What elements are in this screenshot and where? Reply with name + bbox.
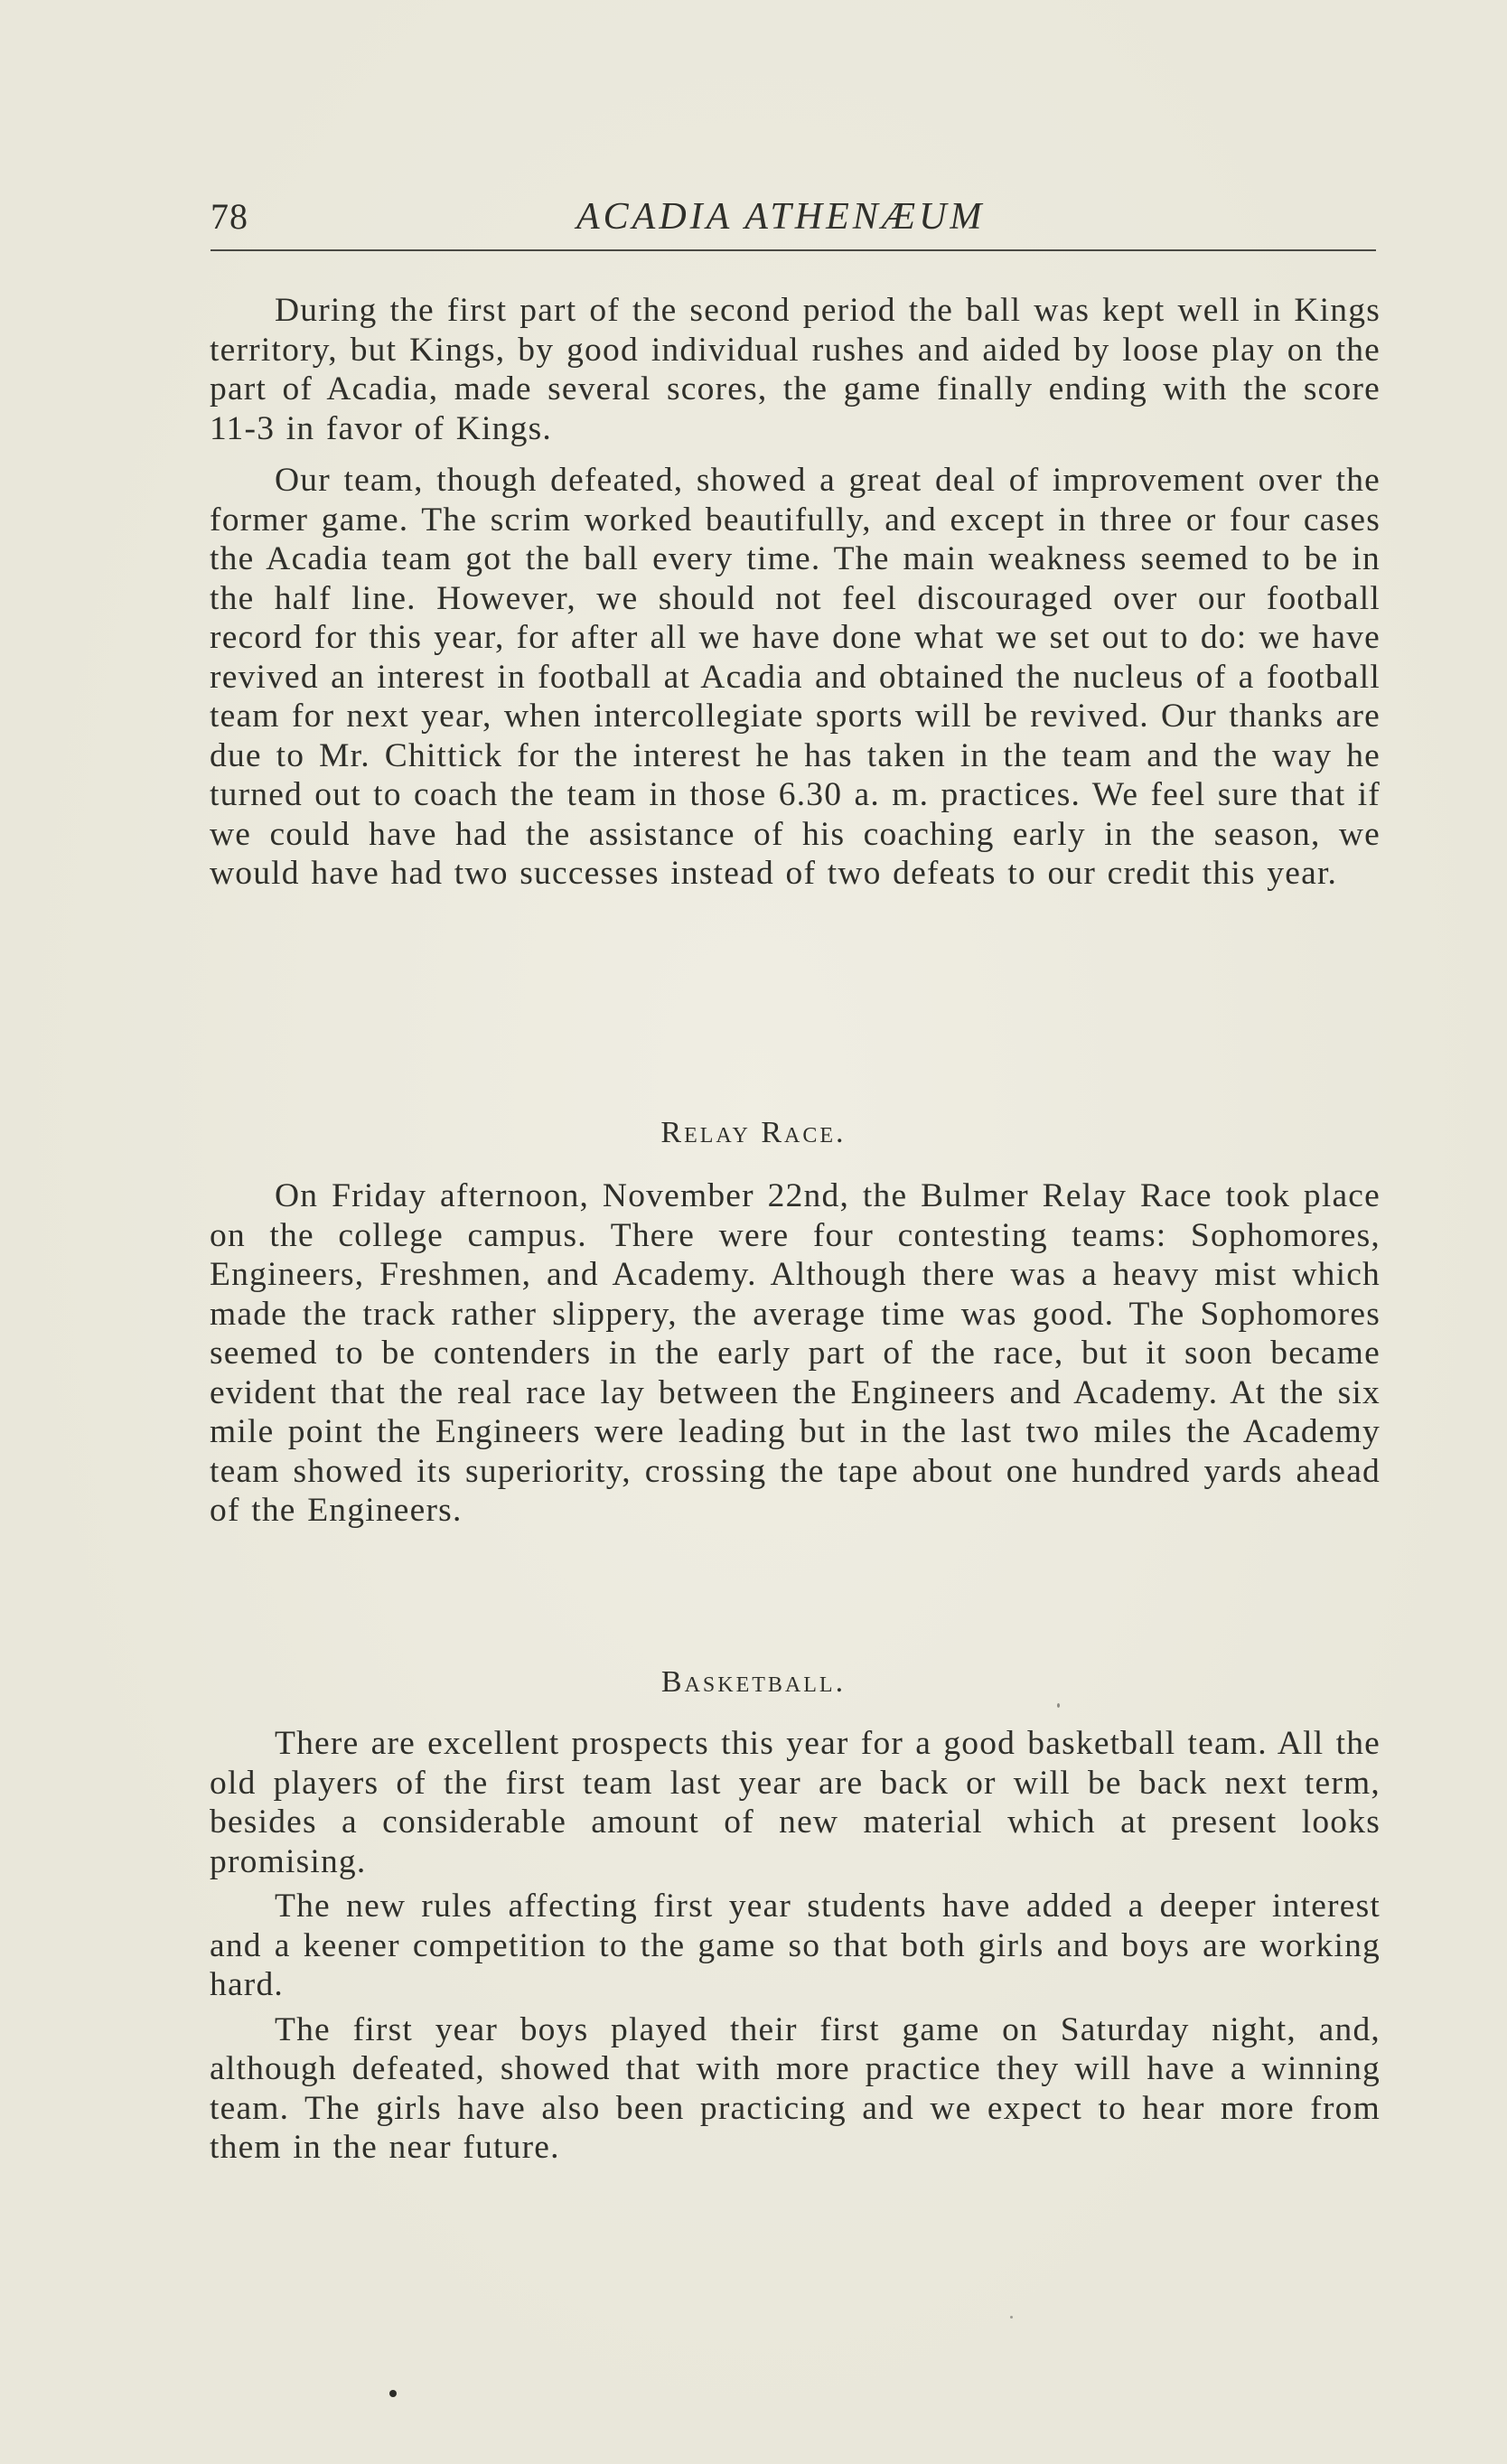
header-rule: [211, 249, 1376, 251]
football-section: [210, 291, 1381, 894]
ink-speck: [389, 2390, 397, 2397]
paragraph: The first year boys played their first game on Saturday night, and, although defeated, showed that with more practice they will have a winning team. The girls have also been practicing and we expect to hear more from them in the near future.: [210, 2010, 1381, 2166]
basketball-heading: Basketball.: [660, 1665, 847, 1699]
paragraph: Our team, though defeated, showed a great deal of improvement over the former game. The scrim worked beautifully, and except in three or four cases the Acadia team got the ball every time. The main weakness seemed to be in the half line. However, we should not feel discouraged over our football record for this year, for after all we have done what we set out to do: we have revived an interest in football at Acadia and obtained the nucleus of a football team for next year, when intercollegiate sports will be revived. Our thanks are due to Mr. Chittick for the interest he has taken in the team and the way he turned out to coach the team in those 6.30 a. m. practices. We feel sure that if we could have had the assistance of his coaching early in the season, we would have had two successes instead of two defeats to our credit this year.: [210, 462, 1381, 892]
page-number: 78: [211, 196, 248, 237]
paragraph: There are excellent prospects this year for a good basketball team. All the old players of the first team last year are back or will be back next term, besides a considerable amount of new material which at present looks promising.: [210, 1725, 1381, 1880]
running-title: ACADIA ATHENÆUM: [576, 196, 986, 238]
relay-race-heading: Relay Race.: [660, 1116, 847, 1149]
ink-speck: [1010, 2316, 1013, 2319]
paragraph: On Friday afternoon, November 22nd, the Bulmer Relay Race took place on the college campus. There were four contesting teams: Sophomores, Engineers, Freshmen, and Academy. Although there was a heavy mist which made the track rather slippery, the average time was good. The Sophomores seemed to be contenders in the early part of the race, but it soon became evident that the real race lay between the Engineers and Academy. At the six mile point the Engineers were leading but in the last two miles the Academy team showed its superiority, crossing the tape about one hundred yards ahead of the Engineers.: [210, 1177, 1381, 1529]
basketball-section: [210, 1724, 1381, 2168]
page-header: [211, 192, 1376, 242]
paragraph: The new rules affecting first year students have added a deeper interest and a keener competition to the game so that both girls and boys are working hard.: [210, 1888, 1381, 2003]
relay-race-section: [210, 1176, 1381, 1531]
ink-speck: [1057, 1703, 1060, 1708]
paragraph: During the first part of the second period the ball was kept well in Kings territory, but Kings, by good individual rushes and aided by loose play on the part of Acadia, made several scores, the game finally ending with the score 11-3 in favor of Kings.: [210, 292, 1381, 447]
